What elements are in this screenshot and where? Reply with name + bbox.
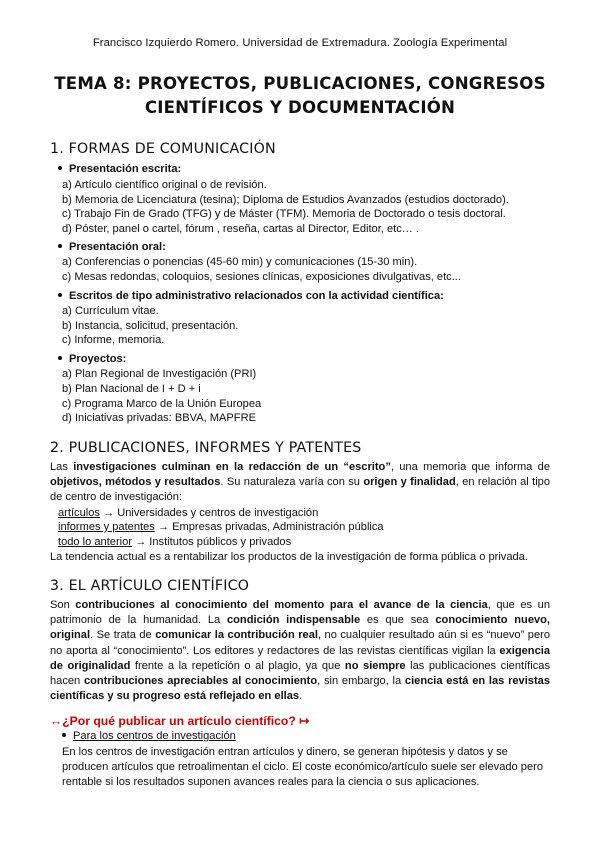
- section-2-heading: 2. PUBLICACIONES, INFORMES Y PATENTES: [50, 440, 362, 456]
- list-item: d) Iniciativas privadas: BBVA, MAPFRE: [62, 412, 256, 424]
- list-item: b) Plan Nacional de I + D + i: [62, 383, 201, 395]
- page-header: Francisco Izquierdo Romero. Universidad de Extremadura. Zoología Experimental: [92, 37, 508, 49]
- sub-bullet: Para los centros de investigación: [62, 730, 236, 742]
- title-line-1: TEMA 8: PROYECTOS, PUBLICACIONES, CONGRESOS: [54, 74, 546, 93]
- bullet-dot: [62, 733, 66, 737]
- sub-bullet-text: En los centros de investigación entran artículos y dinero, se generan hipótesis y datos y se producen artículos que retroalimentan el ciclo. El coste económico/artículo suele ser elevado pero rentable si los resultados suponen avances reales para la ciencia o sus aplicaciones.: [62, 746, 543, 789]
- relation-item: informes y patentes → Empresas privadas, Administración pública: [58, 521, 384, 533]
- list-item: d) Póster, panel o cartel, fórum , reseña, cartas al Director, Editor, etc… .: [62, 223, 420, 235]
- section-2-paragraph: Las investigaciones culminan en la redacción de un “escrito”, una memoria que informa de objetivos, métodos y resultados. Su naturaleza varía con su origen y finalidad, en relación al tipo de centro de investigación:: [50, 461, 551, 504]
- relation-item: artículos → Universidades y centros de investigación: [58, 507, 319, 519]
- bullet-escritos-administrativos: Escritos de tipo administrativo relacionados con la actividad científica:: [58, 289, 444, 303]
- question-heading: ↔¿Por qué publicar un artículo científico? ↦: [50, 714, 310, 728]
- list-item: c) Programa Marco de la Unión Europea: [62, 398, 262, 410]
- list-item: c) Informe, memoria.: [62, 334, 165, 346]
- list-item: b) Memoria de Licenciatura (tesina); Diploma de Estudios Avanzados (estudios doctorado).: [62, 194, 509, 206]
- list-item: c) Mesas redondas, coloquios, sesiones clínicas, exposiciones divulgativas, etc...: [62, 271, 461, 283]
- section-3-paragraph: Son contribuciones al conocimiento del momento para el avance de la ciencia, que es un patrimonio de la humanidad. La condición indispensable es que sea conocimiento nuevo, original. Se trata de comunicar la contribución real, no cualquier resultado aún si es “nuevo” pero no aporta al “conocimiento”. Los editores y redactores de las revistas científicas vigilan la exigencia de originalidad frente a la repetición o al plagio, ya que no siempre las publicaciones científicas hacen contribuciones apreciables al conocimiento, sin embargo, la ciencia está en las revistas científicas y su progreso está reflejado en ellas.: [50, 599, 551, 703]
- bullet-dot: [58, 166, 62, 170]
- section-1-heading: 1. FORMAS DE COMUNICACIÓN: [50, 141, 276, 157]
- list-item: a) Artículo científico original o de revisión.: [62, 179, 267, 191]
- relation-item: todo lo anterior → Institutos públicos y privados: [58, 536, 292, 548]
- list-item: c) Trabajo Fin de Grado (TFG) y de Máster (TFM). Memoria de Doctorado o tesis doctoral.: [62, 208, 506, 220]
- bullet-dot: [58, 356, 62, 360]
- section-3-heading: 3. EL ARTÍCULO CIENTÍFICO: [50, 578, 250, 594]
- bullet-dot: [58, 293, 62, 297]
- list-item: a) Conferencias o ponencias (45-60 min) y comunicaciones (15-30 min).: [62, 256, 418, 268]
- title-line-2: CIENTÍFICOS Y DOCUMENTACIÓN: [144, 98, 456, 117]
- list-item: a) Plan Regional de Investigación (PRI): [62, 368, 257, 380]
- document-title: [40, 72, 560, 120]
- bullet-proyectos: Proyectos:: [58, 352, 126, 366]
- section-2-closing: La tendencia actual es a rentabilizar los productos de la investigación de forma pública o privada.: [50, 551, 528, 563]
- list-item: b) Instancia, solicitud, presentación.: [62, 320, 239, 332]
- list-item: a) Currículum vitae.: [62, 305, 159, 317]
- bullet-presentacion-oral: Presentación oral:: [58, 240, 166, 254]
- bullet-dot: [58, 244, 62, 248]
- bullet-presentacion-escrita: Presentación escrita:: [58, 162, 181, 176]
